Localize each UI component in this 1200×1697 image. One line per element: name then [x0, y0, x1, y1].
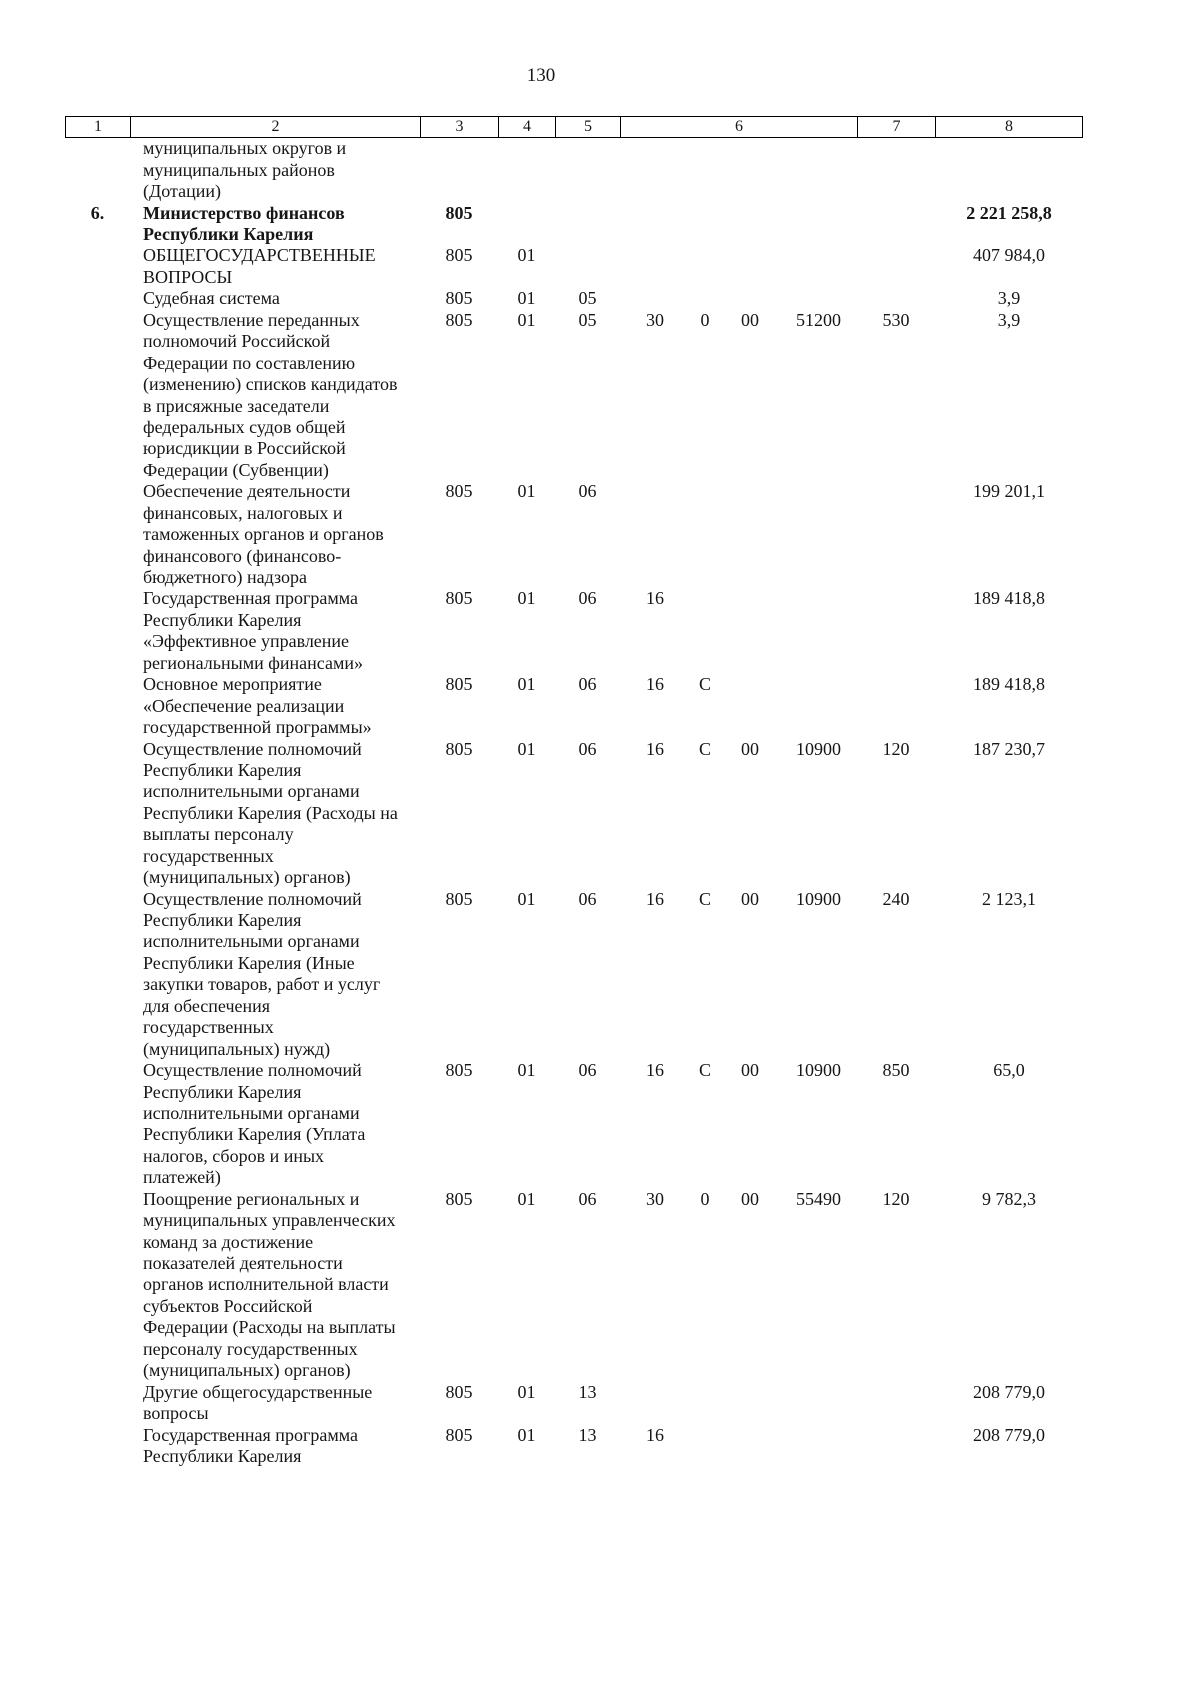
- header-cell-4: 4: [499, 117, 556, 137]
- name-line: государственной программы»: [143, 717, 372, 738]
- name-line: закупки товаров, работ и услуг: [143, 974, 381, 995]
- name-line: муниципальных округов и: [143, 138, 347, 159]
- name-line: ОБЩЕГОСУДАРСТВЕННЫЕ: [143, 245, 376, 266]
- expense-type-code: [857, 1425, 935, 1446]
- section-code: 01: [517, 245, 536, 266]
- name-line: государственных: [143, 1017, 274, 1038]
- amount-cell: 2 221 258,8: [966, 202, 1052, 223]
- row-number: [65, 481, 130, 502]
- target-item-group: 00: [741, 888, 759, 909]
- target-item-group: [720, 588, 780, 609]
- name-line: Судебная система: [143, 288, 280, 309]
- target-item-group: [720, 245, 780, 266]
- table-row: [65, 481, 1083, 588]
- name-line: команд за достижение: [143, 1231, 314, 1252]
- header-cell-2: 2: [131, 117, 421, 137]
- name-line: Федерации (Субвенции): [143, 459, 329, 480]
- name-line: субъектов Российской: [143, 1295, 313, 1316]
- target-item-program: 16: [646, 674, 664, 695]
- section-code: 01: [517, 738, 536, 759]
- name-line: налогов, сборов и иных: [143, 1145, 325, 1166]
- name-line: Другие общегосударственные: [143, 1381, 373, 1402]
- subsection-code: 06: [578, 1060, 597, 1081]
- header-cell-1: 1: [66, 117, 131, 137]
- target-item-direction: [780, 138, 857, 159]
- row-number: [65, 138, 130, 159]
- target-item-program: 30: [646, 1188, 664, 1209]
- target-item-type: [690, 138, 720, 159]
- row-number: 6.: [90, 202, 105, 223]
- name-line: Республики Карелия: [143, 759, 302, 780]
- table-row: [65, 1382, 1083, 1425]
- subsection-code: 06: [578, 481, 597, 502]
- section-code: 01: [517, 1381, 536, 1402]
- name-line: Осуществление полномочий: [143, 1060, 362, 1081]
- row-name: [130, 674, 420, 738]
- name-line: Осуществление полномочий: [143, 888, 362, 909]
- subsection-code: 06: [578, 588, 597, 609]
- target-item-direction: [780, 481, 857, 502]
- ministry-code: 805: [445, 674, 473, 695]
- expense-type-code: [857, 1382, 935, 1403]
- target-item-group: [720, 138, 780, 159]
- name-line: Федерации по составлению: [143, 352, 356, 373]
- name-line: ВОПРОСЫ: [143, 266, 233, 287]
- target-item-group: [720, 203, 780, 224]
- row-name: [130, 588, 420, 674]
- target-item-type: [690, 588, 720, 609]
- name-line: платежей): [143, 1167, 221, 1188]
- name-line: Обеспечение деятельности: [143, 481, 351, 502]
- target-item-program: [620, 203, 690, 224]
- table-body: [65, 138, 1083, 1467]
- section-code: 01: [517, 588, 536, 609]
- amount-cell: 208 779,0: [973, 1424, 1045, 1445]
- row-name: [130, 288, 420, 309]
- section-code: 01: [517, 1188, 536, 1209]
- target-item-group: 00: [741, 1188, 759, 1209]
- expense-type-code: 120: [882, 1188, 910, 1209]
- name-line: «Эффективное управление: [143, 631, 350, 652]
- expense-type-code: 530: [882, 309, 910, 330]
- ministry-code: 805: [445, 738, 473, 759]
- target-item-program: 30: [646, 309, 664, 330]
- name-line: Республики Карелия: [143, 1081, 302, 1102]
- subsection-code: [555, 203, 620, 224]
- name-line: Республики Карелия (Иные: [143, 952, 355, 973]
- row-number: [65, 1425, 130, 1446]
- target-item-group: 00: [741, 1060, 759, 1081]
- name-line: Республики Карелия: [143, 910, 302, 931]
- ministry-code: 805: [445, 202, 473, 223]
- row-number: [65, 1060, 130, 1081]
- amount-cell: 187 230,7: [973, 738, 1045, 759]
- section-code: [498, 203, 555, 224]
- section-code: 01: [517, 1060, 536, 1081]
- target-item-direction: [780, 288, 857, 309]
- section-code: 01: [517, 888, 536, 909]
- section-code: [498, 138, 555, 159]
- row-name: [130, 245, 420, 288]
- name-line: Государственная программа: [143, 588, 358, 609]
- name-line: муниципальных районов: [143, 159, 335, 180]
- expense-type-code: [857, 481, 935, 502]
- name-line: (изменению) списков кандидатов: [143, 374, 398, 395]
- subsection-code: 13: [578, 1381, 597, 1402]
- row-name: [130, 310, 420, 482]
- target-item-program: [620, 138, 690, 159]
- name-line: выплаты персоналу: [143, 824, 294, 845]
- target-item-group: 00: [741, 738, 759, 759]
- expense-type-code: 120: [882, 738, 910, 759]
- subsection-code: 05: [578, 309, 597, 330]
- name-line: исполнительными органами: [143, 781, 360, 802]
- name-line: Поощрение региональных и: [143, 1188, 360, 1209]
- target-item-program: [620, 288, 690, 309]
- name-line: Республики Карелия (Расходы на: [143, 802, 398, 823]
- target-item-type: [690, 245, 720, 266]
- subsection-code: 13: [578, 1424, 597, 1445]
- target-item-group: [720, 481, 780, 502]
- table-row: [65, 203, 1083, 246]
- target-item-direction: [780, 588, 857, 609]
- name-line: Осуществление полномочий: [143, 738, 362, 759]
- name-line: органов исполнительной власти: [143, 1274, 389, 1295]
- target-item-direction: 55490: [796, 1188, 841, 1209]
- subsection-code: 06: [578, 1188, 597, 1209]
- row-name: [130, 1060, 420, 1189]
- table-row: [65, 889, 1083, 1061]
- name-line: юрисдикции в Российской: [143, 438, 346, 459]
- table-row: [65, 588, 1083, 674]
- section-code: 01: [517, 1424, 536, 1445]
- target-item-direction: [780, 203, 857, 224]
- name-line: Республики Карелия: [143, 1445, 302, 1466]
- header-cell-7: 7: [858, 117, 936, 137]
- name-line: (муниципальных) нужд): [143, 1038, 331, 1059]
- target-item-group: [720, 288, 780, 309]
- name-line: бюджетного) надзора: [143, 567, 307, 588]
- target-item-program: [620, 1382, 690, 1403]
- table-row: [65, 138, 1083, 202]
- target-item-direction: [780, 674, 857, 695]
- amount-cell: 199 201,1: [973, 481, 1045, 502]
- row-number: [65, 245, 130, 266]
- target-item-program: [620, 481, 690, 502]
- name-line: исполнительными органами: [143, 1102, 360, 1123]
- target-item-type: [690, 481, 720, 502]
- target-item-type: 0: [700, 1188, 710, 1209]
- section-code: 01: [517, 309, 536, 330]
- target-item-type: С: [698, 738, 711, 759]
- name-line: федеральных судов общей: [143, 416, 346, 437]
- target-item-direction: [780, 245, 857, 266]
- subsection-code: 05: [578, 288, 597, 309]
- amount-cell: 65,0: [993, 1060, 1025, 1081]
- name-line: региональными финансами»: [143, 652, 363, 673]
- row-number: [65, 889, 130, 910]
- target-item-group: [720, 1382, 780, 1403]
- name-line: таможенных органов и органов: [143, 524, 384, 545]
- table-row: [65, 1425, 1083, 1468]
- name-line: вопросы: [143, 1403, 209, 1424]
- target-item-group: 00: [741, 309, 759, 330]
- header-cell-8: 8: [1005, 118, 1013, 135]
- target-item-direction: 10900: [796, 1060, 841, 1081]
- target-item-type: 0: [700, 309, 710, 330]
- name-line: Государственная программа: [143, 1424, 358, 1445]
- subsection-code: 06: [578, 888, 597, 909]
- name-line: Республики Карелия: [143, 609, 302, 630]
- table-row: [65, 1189, 1083, 1382]
- section-code: 01: [517, 288, 536, 309]
- ministry-code: 805: [445, 1381, 473, 1402]
- expense-type-code: [857, 674, 935, 695]
- name-line: показателей деятельности: [143, 1253, 343, 1274]
- amount-cell: 407 984,0: [973, 245, 1045, 266]
- target-item-program: 16: [646, 888, 664, 909]
- subsection-code: 06: [578, 738, 597, 759]
- target-item-direction: [780, 1382, 857, 1403]
- name-line: полномочий Российской: [143, 331, 331, 352]
- amount-cell: 3,9: [997, 288, 1021, 309]
- section-code: 01: [517, 674, 536, 695]
- ministry-code: 805: [445, 1060, 473, 1081]
- amount-cell: 208 779,0: [973, 1381, 1045, 1402]
- amount-cell: 2 123,1: [982, 888, 1036, 909]
- target-item-direction: 51200: [796, 309, 841, 330]
- target-item-program: 16: [646, 1424, 664, 1445]
- name-line: для обеспечения: [143, 995, 271, 1016]
- ministry-code: 805: [445, 888, 473, 909]
- amount-cell: 189 418,8: [973, 588, 1045, 609]
- ministry-code: 805: [445, 1424, 473, 1445]
- ministry-code: 805: [445, 288, 473, 309]
- expense-type-code: [857, 138, 935, 159]
- expense-type-code: [857, 203, 935, 224]
- ministry-code: 805: [445, 309, 473, 330]
- table-row: [65, 739, 1083, 889]
- name-line: Основное мероприятие: [143, 674, 322, 695]
- name-line: (муниципальных) органов): [143, 1360, 351, 1381]
- expense-type-code: [857, 288, 935, 309]
- expense-type-code: [857, 588, 935, 609]
- name-line: «Обеспечение реализации: [143, 695, 345, 716]
- target-item-type: [690, 1382, 720, 1403]
- name-line: Осуществление переданных: [143, 309, 360, 330]
- subsection-code: [555, 245, 620, 266]
- target-item-type: [690, 203, 720, 224]
- ministry-code: 805: [445, 588, 473, 609]
- name-line: Федерации (Расходы на выплаты: [143, 1317, 396, 1338]
- header-cell-5: 5: [556, 117, 621, 137]
- name-line: Министерство финансов: [143, 202, 345, 223]
- target-item-group: [720, 1425, 780, 1446]
- subsection-code: [555, 138, 620, 159]
- target-item-type: С: [698, 888, 711, 909]
- subsection-code: 06: [578, 674, 597, 695]
- target-item-direction: [780, 1425, 857, 1446]
- target-item-program: 16: [646, 738, 664, 759]
- ministry-code: 805: [445, 245, 473, 266]
- name-line: финансового (финансово-: [143, 545, 342, 566]
- target-item-program: [620, 245, 690, 266]
- row-number: [65, 1382, 130, 1403]
- name-line: (муниципальных) органов): [143, 867, 351, 888]
- row-name: [130, 739, 420, 889]
- expense-type-code: 850: [882, 1060, 910, 1081]
- target-item-program: 16: [646, 1060, 664, 1081]
- row-name: [130, 889, 420, 1061]
- amount-cell: [935, 138, 1083, 159]
- target-item-program: 16: [646, 588, 664, 609]
- amount-cell: 189 418,8: [973, 674, 1045, 695]
- row-number: [65, 1189, 130, 1210]
- row-number: [65, 739, 130, 760]
- name-line: муниципальных управленческих: [143, 1210, 396, 1231]
- row-number: [65, 588, 130, 609]
- target-item-type: С: [698, 1060, 711, 1081]
- name-line: персоналу государственных: [143, 1338, 358, 1359]
- row-name: [130, 481, 420, 588]
- row-name: [130, 138, 420, 202]
- row-name: [130, 1382, 420, 1425]
- target-item-type: [690, 288, 720, 309]
- name-line: финансовых, налоговых и: [143, 502, 343, 523]
- table-row: [65, 288, 1083, 309]
- row-name: [130, 1425, 420, 1468]
- header-cell-3: 3: [421, 117, 499, 137]
- table-row: [65, 310, 1083, 482]
- row-number: [65, 310, 130, 331]
- target-item-group: [720, 674, 780, 695]
- target-item-direction: 10900: [796, 738, 841, 759]
- name-line: исполнительными органами: [143, 931, 360, 952]
- row-name: [130, 1189, 420, 1382]
- expense-type-code: 240: [882, 888, 910, 909]
- name-line: в присяжные заседатели: [143, 395, 330, 416]
- target-item-type: [690, 1425, 720, 1446]
- amount-cell: 9 782,3: [982, 1188, 1036, 1209]
- ministry-code: [420, 138, 498, 159]
- page-number: 130: [526, 65, 556, 86]
- name-line: Республики Карелия (Уплата: [143, 1124, 366, 1145]
- ministry-code: 805: [445, 1188, 473, 1209]
- amount-cell: 3,9: [997, 309, 1021, 330]
- row-number: [65, 674, 130, 695]
- table-row: [65, 245, 1083, 288]
- expense-type-code: [857, 245, 935, 266]
- table-row: [65, 674, 1083, 738]
- header-cell-6: 6: [621, 117, 858, 137]
- name-line: Республики Карелия: [143, 224, 314, 245]
- target-item-direction: 10900: [796, 888, 841, 909]
- target-item-type: С: [698, 674, 711, 695]
- row-name: [130, 203, 420, 246]
- name-line: государственных: [143, 845, 274, 866]
- ministry-code: 805: [445, 481, 473, 502]
- table-row: [65, 1060, 1083, 1189]
- table-header: [65, 116, 1083, 138]
- section-code: 01: [517, 481, 536, 502]
- name-line: (Дотации): [143, 181, 222, 202]
- row-number: [65, 288, 130, 309]
